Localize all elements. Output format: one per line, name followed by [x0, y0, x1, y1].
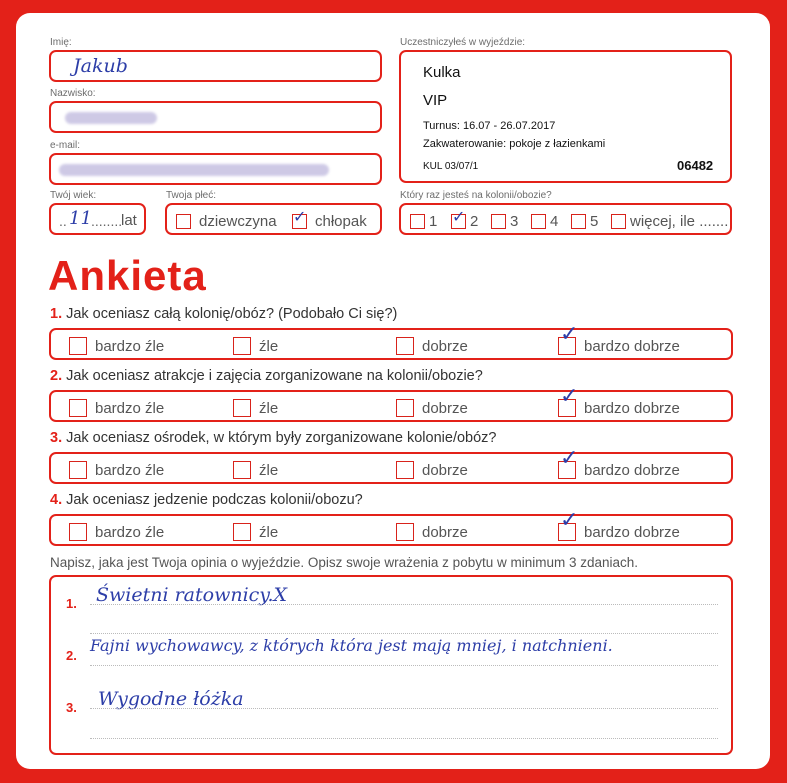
opinion-number-3: 3.	[66, 700, 77, 715]
rating-checkbox[interactable]	[69, 399, 87, 417]
question-number: 2.	[50, 368, 63, 384]
rating-label: bardzo dobrze	[584, 337, 680, 355]
age-dots-left: ..	[59, 213, 67, 229]
email-label: e-mail:	[50, 140, 81, 151]
question-number: 1.	[50, 306, 63, 322]
checkbox-girl[interactable]	[176, 214, 191, 229]
which-time-label: Który raz jesteś na kolonii/obozie?	[400, 190, 552, 201]
opinion-number-1: 1.	[66, 596, 77, 611]
opinion-prompt: Napisz, jaka jest Twoja opinia o wyjeździe. Opisz swoje wrażenia z pobytu w minimum 3 zdaniach.	[50, 555, 639, 570]
rating-label: bardzo dobrze	[584, 399, 680, 417]
question-1	[50, 306, 397, 322]
question-number: 4.	[50, 492, 63, 508]
opinion-text-2: Fajni wychowawcy, z których która jest mają mniej, i natchnieni.	[90, 636, 613, 655]
age-unit: lat	[121, 212, 137, 229]
trip-accommodation: Zakwaterowanie: pokoje z łazienkami	[423, 138, 606, 150]
trip-turnus: Turnus: 16.07 - 26.07.2017	[423, 120, 556, 132]
question-text: Jak oceniasz całą kolonię/obóz? (Podobało Ci się?)	[66, 306, 398, 322]
rating-option[interactable]	[69, 399, 164, 417]
trip-number: 06482	[677, 158, 714, 173]
rating-checkbox[interactable]	[69, 337, 87, 355]
rating-checkbox[interactable]	[396, 399, 414, 417]
checkmark-icon: ✓	[560, 322, 579, 348]
writing-line	[90, 708, 718, 709]
rating-checkbox[interactable]	[69, 523, 87, 541]
opinion-number-2: 2.	[66, 648, 77, 663]
rating-checkbox[interactable]	[396, 523, 414, 541]
trip-name: Kulka	[423, 64, 461, 81]
rating-row-1	[49, 322, 733, 360]
question-3	[50, 430, 496, 446]
name-field[interactable]	[49, 50, 382, 82]
rating-checkbox[interactable]	[233, 337, 251, 355]
rating-checkbox[interactable]	[558, 508, 579, 541]
rating-option[interactable]	[69, 523, 164, 541]
rating-label: bardzo dobrze	[584, 523, 680, 541]
checkmark-icon: ✓	[452, 206, 466, 226]
rating-label: bardzo źle	[95, 399, 165, 417]
rating-option[interactable]	[233, 337, 278, 355]
checkmark-icon: ✓	[560, 446, 579, 472]
gender-label: Twoja płeć:	[166, 190, 217, 201]
rating-row-3	[49, 446, 733, 484]
rating-checkbox[interactable]	[233, 461, 251, 479]
rating-option[interactable]	[233, 523, 278, 541]
question-text: Jak oceniasz ośrodek, w którym były zorganizowane kolonie/obóz?	[66, 430, 497, 446]
checkmark-icon: ✓	[293, 206, 307, 226]
rating-label: dobrze	[422, 523, 468, 541]
surname-field[interactable]	[49, 101, 382, 133]
rating-option[interactable]	[233, 461, 278, 479]
rating-option[interactable]	[396, 461, 468, 479]
rating-checkbox[interactable]	[558, 446, 579, 479]
rating-row-2	[49, 384, 733, 422]
rating-row-4	[49, 508, 733, 546]
rating-label: dobrze	[422, 337, 468, 355]
rating-option[interactable]	[558, 322, 680, 355]
participated-label: Uczestniczyłeś w wyjeździe:	[400, 37, 526, 48]
rating-option[interactable]	[69, 337, 164, 355]
rating-option[interactable]	[558, 446, 680, 479]
rating-label: źle	[259, 461, 279, 479]
age-dots-right: ........	[91, 213, 123, 229]
rating-option[interactable]	[69, 461, 164, 479]
checkmark-icon: ✓	[560, 508, 579, 534]
age-label: Twój wiek:	[50, 190, 97, 201]
name-label: Imię:	[50, 37, 72, 48]
rating-label: bardzo źle	[95, 461, 165, 479]
rating-checkbox[interactable]	[233, 399, 251, 417]
writing-line	[90, 633, 718, 634]
email-field[interactable]	[49, 153, 382, 185]
rating-option[interactable]	[233, 399, 278, 417]
trip-code: KUL 03/07/1	[423, 161, 479, 172]
rating-option[interactable]	[396, 337, 468, 355]
gender-group	[165, 203, 382, 235]
redacted-surname	[65, 112, 157, 124]
age-value: 11	[69, 208, 92, 229]
rating-checkbox[interactable]	[69, 461, 87, 479]
rating-option[interactable]	[558, 508, 680, 541]
writing-line	[90, 665, 718, 666]
question-text: Jak oceniasz atrakcje i zajęcia zorganizowane na kolonii/obozie?	[66, 368, 483, 384]
gender-option-boy[interactable]: ✓ chłopak	[293, 206, 367, 230]
rating-label: źle	[259, 337, 279, 355]
question-2	[50, 368, 483, 384]
surname-label: Nazwisko:	[50, 88, 96, 99]
redacted-email	[59, 164, 329, 176]
question-number: 3.	[50, 430, 63, 446]
rating-option[interactable]	[558, 384, 680, 417]
checkmark-icon: ✓	[560, 384, 579, 410]
question-4	[50, 492, 363, 508]
rating-label: bardzo dobrze	[584, 461, 680, 479]
writing-line	[90, 604, 718, 605]
rating-option[interactable]	[396, 523, 468, 541]
rating-label: źle	[259, 523, 279, 541]
rating-checkbox[interactable]	[396, 461, 414, 479]
writing-line	[90, 738, 718, 739]
trip-info-box	[399, 50, 732, 183]
time-option-5[interactable]: 5	[571, 212, 598, 230]
question-text: Jak oceniasz jedzenie podczas kolonii/obozu?	[66, 492, 363, 508]
time-option-1[interactable]: 1	[410, 212, 437, 230]
rating-checkbox[interactable]	[558, 322, 579, 355]
rating-checkbox[interactable]	[396, 337, 414, 355]
age-field[interactable]	[49, 203, 146, 235]
rating-checkbox[interactable]	[558, 384, 579, 417]
name-value: Jakub	[73, 55, 128, 77]
time-option-3[interactable]: 3	[491, 212, 518, 230]
opinion-text-3: Wygodne łóżka	[98, 688, 244, 710]
opinion-text-1: Świetni ratownicy.X	[96, 584, 288, 606]
time-option-2[interactable]: ✓ 2	[452, 206, 479, 230]
checkbox-boy[interactable]	[292, 206, 307, 229]
rating-label: bardzo źle	[95, 523, 165, 541]
rating-checkbox[interactable]	[233, 523, 251, 541]
rating-label: bardzo źle	[95, 337, 165, 355]
survey-title: Ankieta	[48, 252, 207, 299]
rating-label: źle	[259, 399, 279, 417]
rating-label: dobrze	[422, 399, 468, 417]
time-option-more[interactable]: więcej, ile .......	[611, 212, 728, 230]
rating-option[interactable]	[396, 399, 468, 417]
rating-label: dobrze	[422, 461, 468, 479]
time-option-4[interactable]: 4	[531, 212, 558, 230]
gender-option-girl[interactable]: dziewczyna	[176, 212, 277, 230]
which-time-group	[399, 203, 732, 235]
trip-tier: VIP	[423, 92, 448, 109]
